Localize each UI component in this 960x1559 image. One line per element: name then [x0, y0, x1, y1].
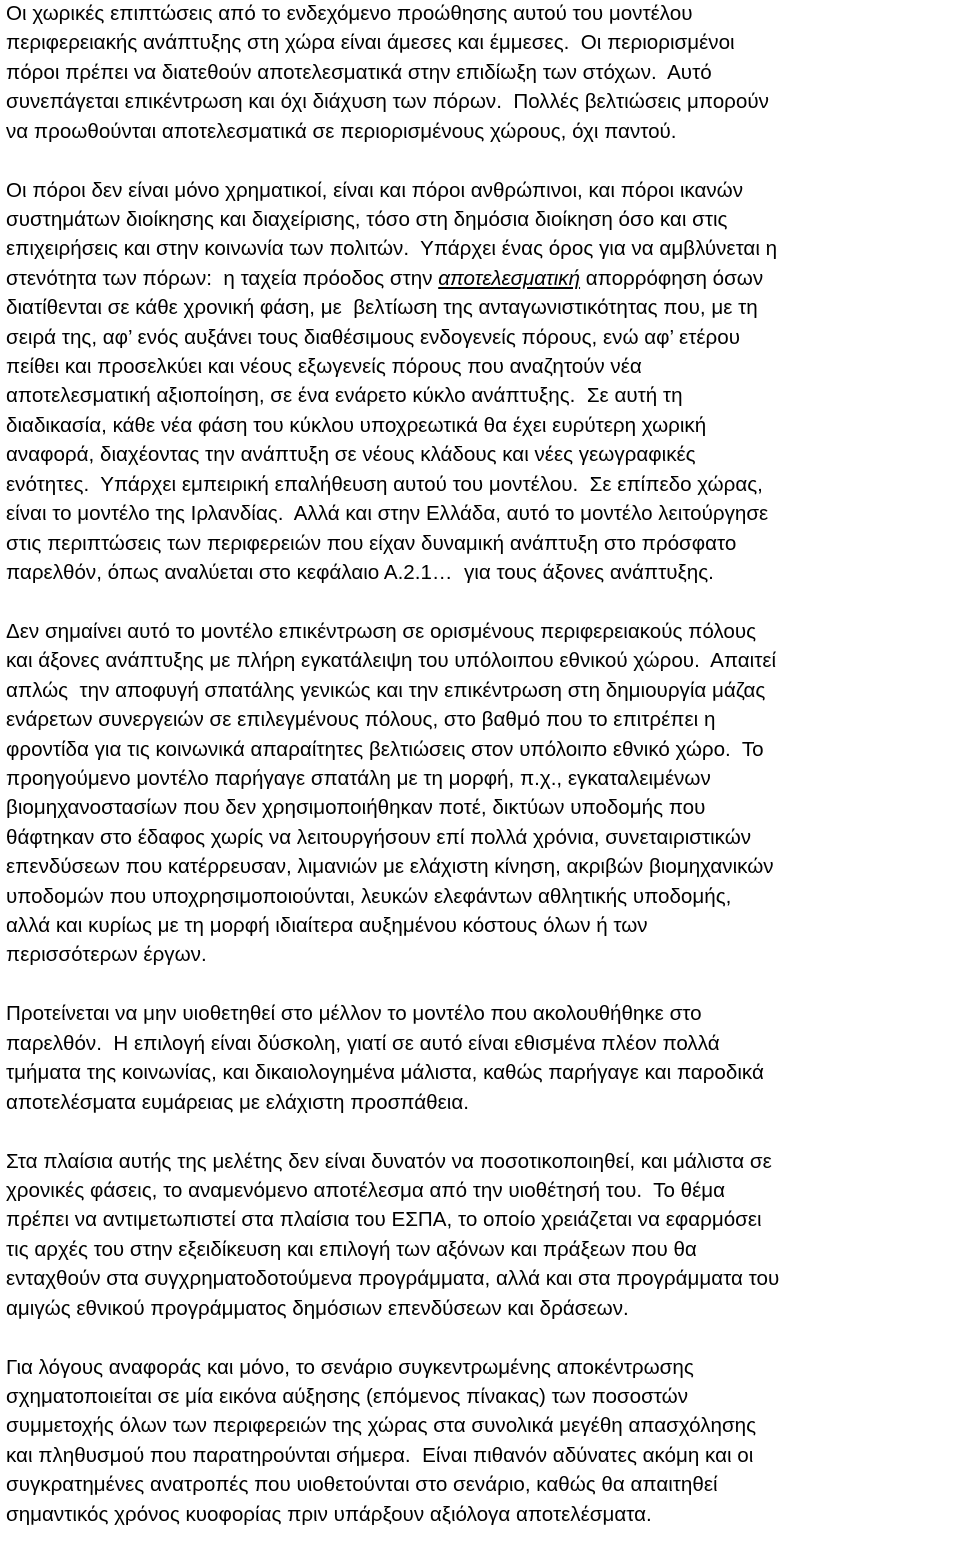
text-line: είναι το μοντέλο της Ιρλανδίας. Αλλά και στην Ελλάδα, αυτό το μοντέλο λειτούργησε: [6, 502, 769, 526]
text-line: να προωθούνται αποτελεσματικά σε περιορισμένους χώρους, όχι παντού.: [6, 119, 677, 143]
text-line: πείθει και προσελκύει και νέους εξωγενείς πόρους που αναζητούν νέα: [6, 355, 642, 379]
text-line: βιομηχανοστασίων που δεν χρησιμοποιήθηκαν ποτέ, δικτύων υποδομής που: [6, 796, 706, 820]
text-line: σχηματοποιείται σε μία εικόνα αύξησης (επόμενος πίνακας) των ποσοστών: [6, 1385, 688, 1409]
emphasized-word: αποτελεσματική: [438, 266, 581, 290]
text-line: ενάρετων συνεργειών σε επιλεγμένους πόλους, στο βαθμό που το επιτρέπει η: [6, 708, 716, 732]
paragraph-2: [6, 176, 954, 588]
text-line: πόροι πρέπει να διατεθούν αποτελεσματικά στην επιδίωξη των στόχων. Αυτό: [6, 60, 712, 84]
text-line: συνεπάγεται επικέντρωση και όχι διάχυση των πόρων. Πολλές βελτιώσεις μπορούν: [6, 90, 769, 114]
text-line: τμήματα της κοινωνίας, και δικαιολογημένα μάλιστα, καθώς παρήγαγε και παροδικά: [6, 1061, 764, 1085]
text-line-with-emphasis: [6, 264, 954, 293]
paragraph-1: [6, 0, 954, 146]
text-line: αμιγώς εθνικού προγράμματος δημόσιων επενδύσεων και δράσεων.: [6, 1296, 629, 1320]
text-line: αποτελέσματα ευμάρειας με ελάχιστη προσπάθεια.: [6, 1090, 469, 1114]
text-line: χρονικές φάσεις, το αναμενόμενο αποτέλεσμα από την υιοθέτησή του. Το θέμα: [6, 1179, 726, 1202]
text-line: τις αρχές του στην εξειδίκευση και επιλογή των αξόνων και πράξεων που θα: [6, 1237, 697, 1261]
text-line: Δεν σημαίνει αυτό το μοντέλο επικέντρωση σε ορισμένους περιφερειακούς πόλους: [6, 619, 757, 643]
text-line: Για λόγους αναφοράς και μόνο, το σενάριο συγκεντρωμένης αποκέντρωσης: [6, 1355, 694, 1379]
text-line: επενδύσεων που κατέρρευσαν, λιμανιών με ελάχιστη κίνηση, ακριβών βιομηχανικών: [6, 855, 774, 879]
text-line: περισσότερων έργων.: [6, 943, 207, 967]
text-line: περιφερειακής ανάπτυξης στη χώρα είναι άμεσες και έμμεσες. Οι περιορισμένοι: [6, 31, 735, 55]
text-segment: στενότητα των πόρων: η ταχεία πρόοδος στην: [6, 266, 439, 290]
text-line: συμμετοχής όλων των περιφερειών της χώρας στα συνολικά μεγέθη απασχόλησης: [6, 1414, 757, 1438]
paragraph-4: [6, 999, 954, 1117]
text-line: αναφορά, διαχέοντας την ανάπτυξη σε νέους κλάδους και νέες γεωγραφικές: [6, 443, 696, 467]
paragraph-6: [6, 1353, 954, 1529]
text-line: Οι πόροι δεν είναι μόνο χρηματικοί, είναι και πόροι ανθρώπινοι, και πόροι ικανών: [6, 178, 744, 202]
text-line: πρέπει να αντιμετωπιστεί στα πλαίσια του ΕΣΠΑ, το οποίο χρειάζεται να εφαρμόσει: [6, 1208, 762, 1232]
text-line: παρελθόν, όπως αναλύεται στο κεφάλαιο Α.2.1… για τους άξονες ανάπτυξης.: [6, 560, 714, 584]
text-line: συγκρατημένες ανατροπές που υιοθετούνται στο σενάριο, καθώς θα απαιτηθεί: [6, 1473, 718, 1497]
text-line: θάφτηκαν στο έδαφος χωρίς να λειτουργήσουν επί πολλά χρόνια, συνεταιριστικών: [6, 825, 752, 849]
text-line: Οι χωρικές επιπτώσεις από το ενδεχόμενο προώθησης αυτού του μοντέλου: [6, 2, 693, 25]
document-page: [6, 0, 954, 1559]
text-line: υποδομών που υποχρησιμοποιούνται, λευκών ελεφάντων αθλητικής υποδομής,: [6, 884, 732, 908]
text-line: φροντίδα για τις κοινωνικά απαραίτητες βελτιώσεις στον υπόλοιπο εθνικό χώρο. Το: [6, 737, 764, 761]
text-line: απλώς την αποφυγή σπατάλης γενικώς και την επικέντρωση στη δημιουργία μάζας: [6, 678, 766, 702]
text-line: επιχειρήσεις και στην κοινωνία των πολιτών. Υπάρχει ένας όρος για να αμβλύνεται η: [6, 237, 778, 261]
text-line: ενταχθούν στα συγχρηματοδοτούμενα προγράμματα, αλλά και στα προγράμματα του: [6, 1267, 780, 1291]
text-line: και άξονες ανάπτυξης με πλήρη εγκατάλειψη του υπόλοιπου εθνικού χώρου. Απαιτεί: [6, 649, 777, 673]
text-line: διαδικασία, κάθε νέα φάση του κύκλου υποχρεωτικά θα έχει ευρύτερη χωρική: [6, 413, 707, 437]
text-line: διατίθενται σε κάθε χρονική φάση, με βελτίωση της ανταγωνιστικότητας που, με τη: [6, 296, 758, 320]
text-line: ενότητες. Υπάρχει εμπειρική επαλήθευση αυτού του μοντέλου. Σε επίπεδο χώρας,: [6, 472, 763, 496]
text-line: αλλά και κυρίως με τη μορφή ιδιαίτερα αυξημένου κόστους όλων ή των: [6, 913, 648, 937]
text-segment: απορρόφηση όσων: [580, 266, 764, 290]
text-line: προηγούμενο μοντέλο παρήγαγε σπατάλη με τη μορφή, π.χ., εγκαταλειμένων: [6, 766, 711, 790]
text-line: Στα πλαίσια αυτής της μελέτης δεν είναι δυνατόν να ποσοτικοποιηθεί, και μάλιστα σε: [6, 1149, 772, 1173]
text-line: σημαντικός χρόνος κυοφορίας πριν υπάρξουν αξιόλογα αποτελέσματα.: [6, 1502, 652, 1526]
paragraph-5: [6, 1147, 954, 1323]
text-line: Προτείνεται να μην υιοθετηθεί στο μέλλον το μοντέλο που ακολουθήθηκε στο: [6, 1002, 702, 1026]
text-line: συστημάτων διοίκησης και διαχείρισης, τόσο στη δημόσια διοίκηση όσο και στις: [6, 208, 728, 232]
text-line: στις περιπτώσεις των περιφερειών που είχαν δυναμική ανάπτυξη στο πρόσφατο: [6, 531, 737, 555]
text-line: σειρά της, αφ’ ενός αυξάνει τους διαθέσιμους ενδογενείς πόρους, ενώ αφ’ ετέρου: [6, 325, 740, 349]
text-line: και πληθυσμού που παρατηρούνται σήμερα. Είναι πιθανόν αδύνατες ακόμη και οι: [6, 1443, 754, 1467]
text-line: αποτελεσματική αξιοποίηση, σε ένα ενάρετο κύκλο ανάπτυξης. Σε αυτή τη: [6, 384, 683, 408]
paragraph-3: [6, 617, 954, 970]
text-line: παρελθόν. Η επιλογή είναι δύσκολη, γιατί σε αυτό είναι εθισμένα πλέον πολλά: [6, 1031, 720, 1055]
